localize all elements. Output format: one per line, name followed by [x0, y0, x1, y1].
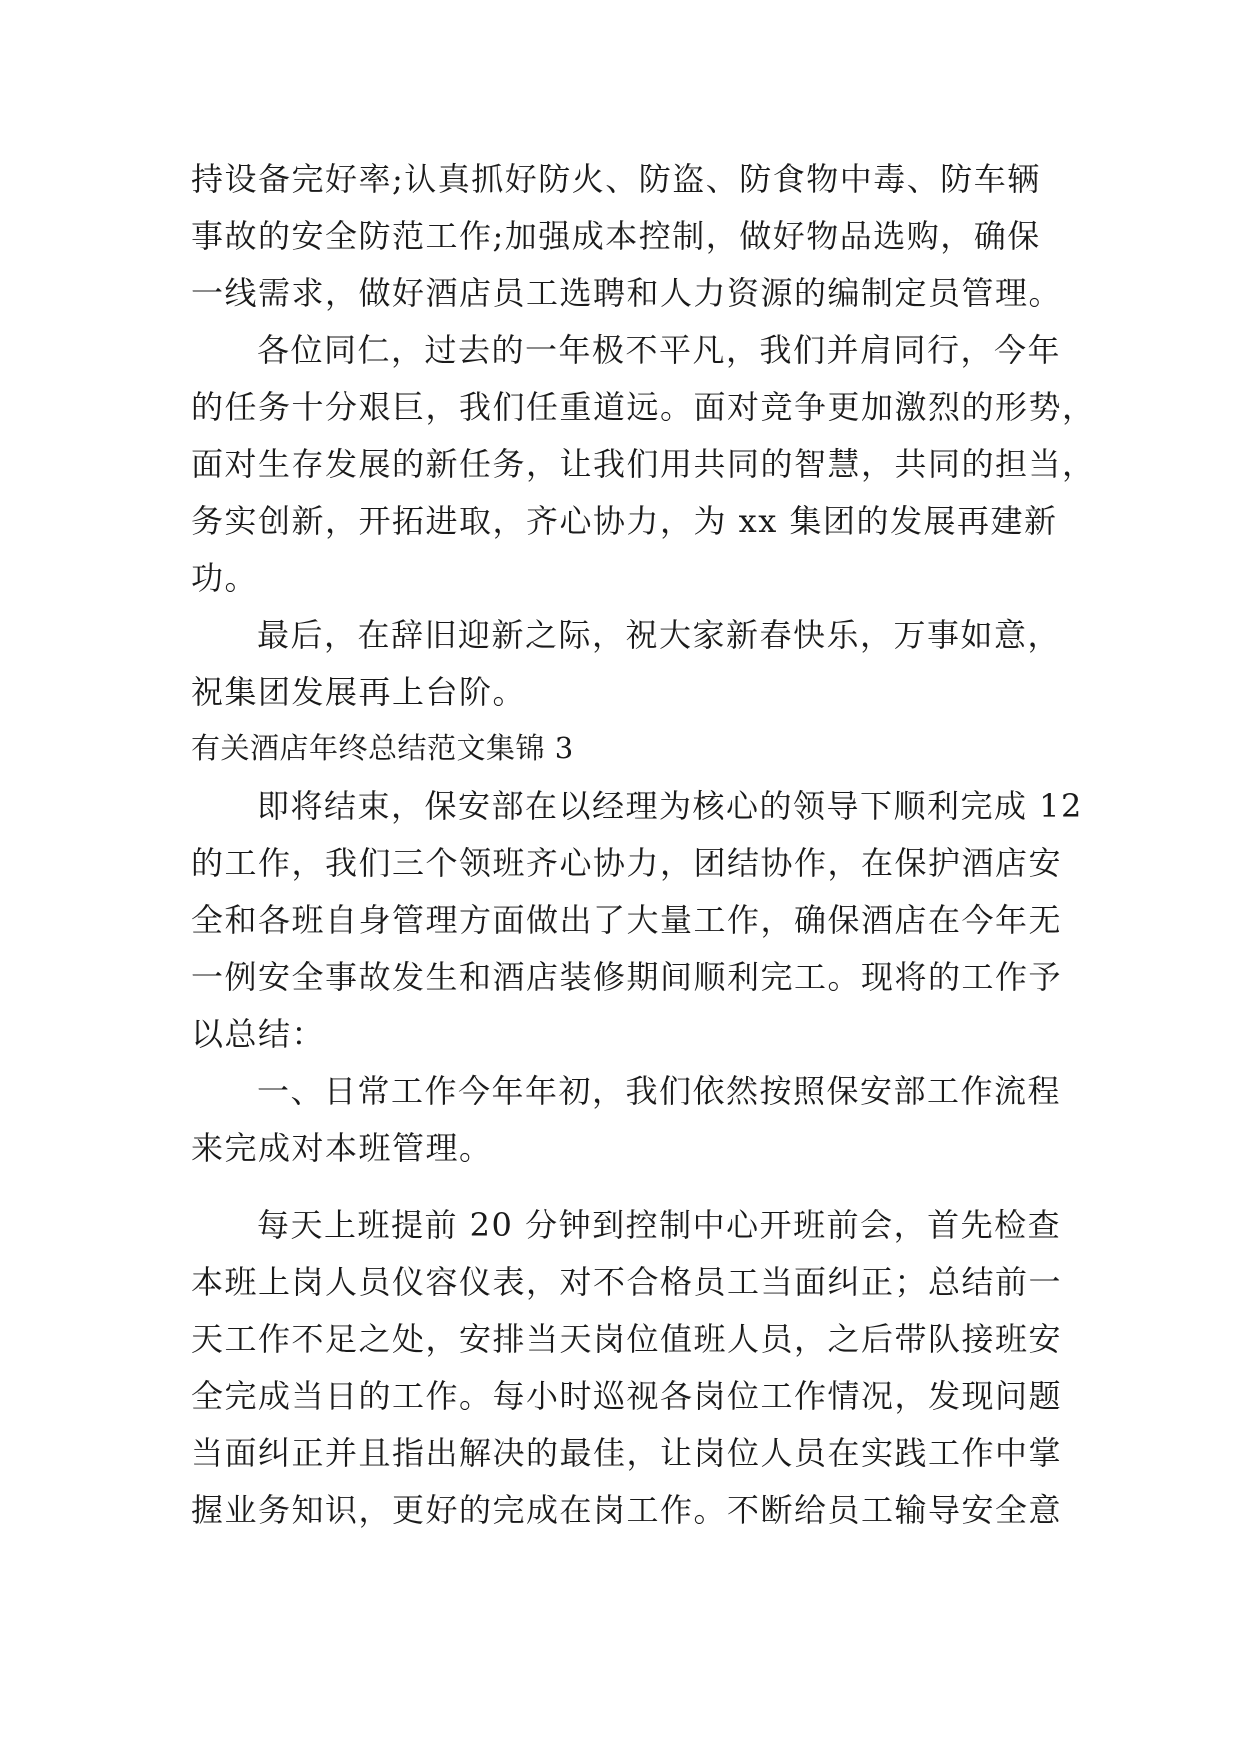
text-line: 以总结： — [191, 1015, 326, 1053]
paragraph-first-line: 每天上班提前 20 分钟到控制中心开班前会，首先检查 — [257, 1206, 1062, 1244]
text-line: 的工作，我们三个领班齐心协力，团结协作，在保护酒店安 — [191, 844, 1063, 882]
text-line: 面对生存发展的新任务，让我们用共同的智慧，共同的担当， — [191, 445, 1096, 483]
text-line: 天工作不足之处，安排当天岗位值班人员，之后带队接班安 — [191, 1320, 1063, 1358]
paragraph-first-line: 最后，在辞旧迎新之际，祝大家新春快乐，万事如意， — [257, 616, 1062, 654]
paragraph-first-line: 各位同仁，过去的一年极不平凡，我们并肩同行，今年 — [257, 331, 1062, 369]
text-line: 全完成当日的工作。每小时巡视各岗位工作情况，发现问题 — [191, 1377, 1063, 1415]
text-line: 握业务知识，更好的完成在岗工作。不断给员工输导安全意 — [191, 1491, 1063, 1529]
paragraph-first-line: 即将结束，保安部在以经理为核心的领导下顺利完成 12 — [257, 787, 1083, 825]
text-line: 持设备完好率;认真抓好防火、防盗、防食物中毒、防车辆 — [191, 160, 1041, 198]
section-heading: 有关酒店年终总结范文集锦 3 — [191, 731, 574, 765]
text-line: 祝集团发展再上台阶。 — [191, 673, 527, 711]
text-line: 一线需求，做好酒店员工选聘和人力资源的编制定员管理。 — [191, 274, 1063, 312]
paragraph-first-line: 一、日常工作今年年初，我们依然按照保安部工作流程 — [257, 1072, 1062, 1110]
text-line: 一例安全事故发生和酒店装修期间顺利完工。现将的工作予 — [191, 958, 1063, 996]
text-line: 功。 — [191, 559, 259, 597]
text-line: 全和各班自身管理方面做出了大量工作，确保酒店在今年无 — [191, 901, 1063, 939]
text-line: 事故的安全防范工作;加强成本控制，做好物品选购，确保 — [191, 217, 1041, 255]
text-line: 的任务十分艰巨，我们任重道远。面对竞争更加激烈的形势， — [191, 388, 1096, 426]
text-line: 务实创新，开拓进取，齐心协力，为 xx 集团的发展再建新 — [191, 502, 1058, 540]
text-line: 来完成对本班管理。 — [191, 1129, 493, 1167]
text-line: 当面纠正并且指出解决的最佳，让岗位人员在实践工作中掌 — [191, 1434, 1063, 1472]
text-line: 本班上岗人员仪容仪表，对不合格员工当面纠正；总结前一 — [191, 1263, 1063, 1301]
